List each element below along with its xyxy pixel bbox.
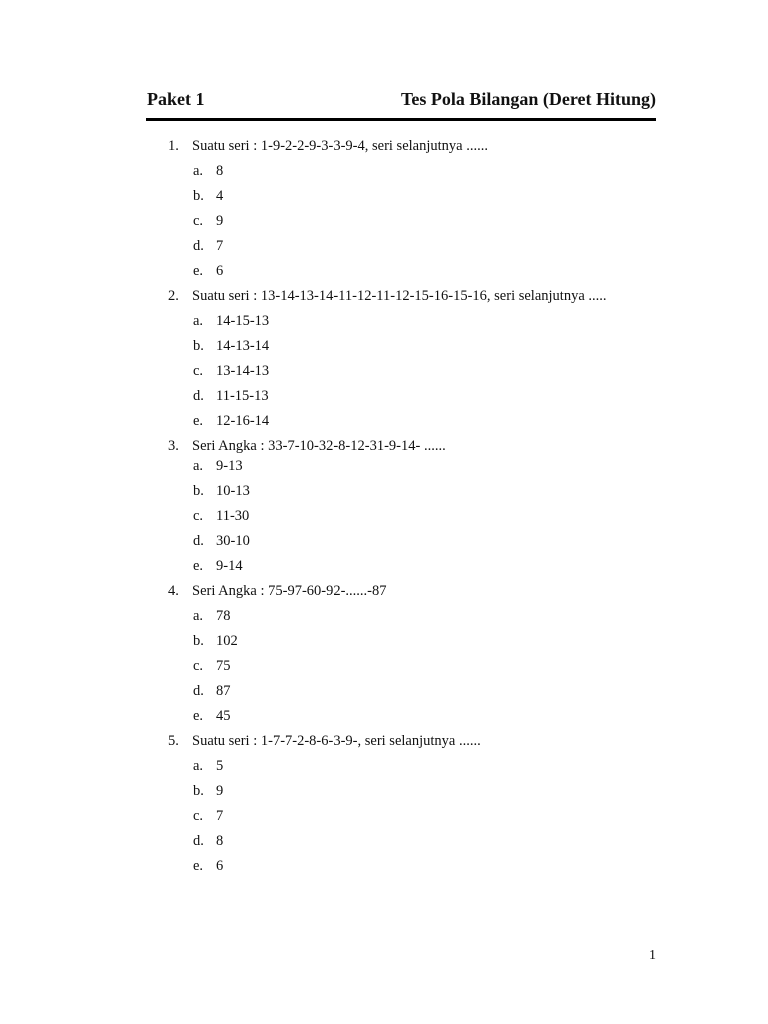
option-e bbox=[193, 858, 668, 883]
option-list bbox=[168, 313, 668, 438]
question-text: Seri Angka : 75-97-60-92-......-87 bbox=[192, 583, 387, 599]
option-value: 45 bbox=[216, 708, 231, 724]
option-value: 7 bbox=[216, 238, 224, 254]
option-value: 8 bbox=[216, 833, 224, 849]
option-value: 6 bbox=[216, 263, 224, 279]
option-value: 11-15-13 bbox=[216, 388, 269, 404]
option-c bbox=[193, 213, 668, 238]
header-test-title: Tes Pola Bilangan (Deret Hitung) bbox=[400, 89, 656, 109]
option-value: 9 bbox=[216, 213, 224, 229]
option-d bbox=[193, 238, 668, 263]
question-2 bbox=[168, 288, 668, 438]
option-value: 9-14 bbox=[216, 558, 243, 574]
option-letter: d. bbox=[193, 683, 204, 699]
option-d bbox=[193, 388, 668, 413]
option-d bbox=[193, 533, 668, 558]
question-5 bbox=[168, 733, 668, 883]
option-c bbox=[193, 508, 668, 533]
option-e bbox=[193, 708, 668, 733]
option-letter: c. bbox=[193, 508, 204, 524]
option-letter: d. bbox=[193, 388, 204, 404]
option-a bbox=[193, 313, 668, 338]
option-d bbox=[193, 833, 668, 858]
option-value: 30-10 bbox=[216, 533, 250, 549]
page-number: 1 bbox=[649, 948, 656, 963]
option-letter: c. bbox=[193, 658, 204, 674]
option-b bbox=[193, 483, 668, 508]
option-b bbox=[193, 338, 668, 363]
question-number: 2. bbox=[168, 288, 179, 304]
option-a bbox=[193, 758, 668, 783]
option-value: 6 bbox=[216, 858, 224, 874]
question-number: 4. bbox=[168, 583, 179, 599]
option-letter: b. bbox=[193, 483, 204, 499]
option-value: 4 bbox=[216, 188, 224, 204]
option-value: 14-15-13 bbox=[216, 313, 270, 329]
option-letter: e. bbox=[193, 263, 204, 279]
option-value: 7 bbox=[216, 808, 224, 824]
option-value: 78 bbox=[216, 608, 231, 624]
option-value: 9-13 bbox=[216, 458, 243, 474]
option-letter: a. bbox=[193, 758, 204, 774]
question-text: Seri Angka : 33-7-10-32-8-12-31-9-14- ...... bbox=[192, 438, 446, 454]
question-number: 1. bbox=[168, 138, 179, 154]
option-letter: d. bbox=[193, 533, 204, 549]
option-letter: d. bbox=[193, 238, 204, 254]
option-value: 87 bbox=[216, 683, 231, 699]
option-c bbox=[193, 363, 668, 388]
option-e bbox=[193, 263, 668, 288]
header-package-label: Paket 1 bbox=[147, 89, 205, 109]
option-value: 10-13 bbox=[216, 483, 250, 499]
question-text: Suatu seri : 1-9-2-2-9-3-3-9-4, seri selanjutnya ...... bbox=[192, 138, 488, 154]
option-c bbox=[193, 658, 668, 683]
question-text: Suatu seri : 13-14-13-14-11-12-11-12-15-16-15-16, seri selanjutnya ..... bbox=[192, 288, 607, 304]
question-list bbox=[168, 138, 668, 883]
option-letter: c. bbox=[193, 213, 204, 229]
option-letter: a. bbox=[193, 313, 204, 329]
option-letter: e. bbox=[193, 558, 204, 574]
question-3 bbox=[168, 438, 668, 583]
question-4 bbox=[168, 583, 668, 733]
question-number: 5. bbox=[168, 733, 179, 749]
option-b bbox=[193, 783, 668, 808]
option-b bbox=[193, 633, 668, 658]
question-1 bbox=[168, 138, 668, 288]
option-value: 75 bbox=[216, 658, 231, 674]
option-letter: b. bbox=[193, 188, 204, 204]
question-number: 3. bbox=[168, 438, 179, 454]
option-letter: e. bbox=[193, 708, 204, 724]
option-letter: e. bbox=[193, 413, 204, 429]
option-letter: e. bbox=[193, 858, 204, 874]
option-letter: d. bbox=[193, 833, 204, 849]
option-value: 12-16-14 bbox=[216, 413, 270, 429]
option-letter: c. bbox=[193, 808, 204, 824]
option-list bbox=[168, 458, 668, 583]
option-d bbox=[193, 683, 668, 708]
option-value: 5 bbox=[216, 758, 224, 774]
option-value: 102 bbox=[216, 633, 238, 649]
option-c bbox=[193, 808, 668, 833]
question-text: Suatu seri : 1-7-7-2-8-6-3-9-, seri selanjutnya ...... bbox=[192, 733, 481, 749]
option-letter: b. bbox=[193, 338, 204, 354]
option-list bbox=[168, 758, 668, 883]
option-letter: c. bbox=[193, 363, 204, 379]
option-value: 14-13-14 bbox=[216, 338, 270, 354]
option-list bbox=[168, 163, 668, 288]
page-header bbox=[146, 88, 656, 121]
option-letter: b. bbox=[193, 633, 204, 649]
option-e bbox=[193, 558, 668, 583]
option-a bbox=[193, 458, 668, 483]
option-letter: a. bbox=[193, 458, 204, 474]
option-letter: a. bbox=[193, 608, 204, 624]
option-e bbox=[193, 413, 668, 438]
option-list bbox=[168, 608, 668, 733]
option-value: 13-14-13 bbox=[216, 363, 270, 379]
option-letter: a. bbox=[193, 163, 204, 179]
option-value: 11-30 bbox=[216, 508, 250, 524]
option-a bbox=[193, 608, 668, 633]
option-b bbox=[193, 188, 668, 213]
option-value: 9 bbox=[216, 783, 224, 799]
option-a bbox=[193, 163, 668, 188]
option-letter: b. bbox=[193, 783, 204, 799]
option-value: 8 bbox=[216, 163, 224, 179]
